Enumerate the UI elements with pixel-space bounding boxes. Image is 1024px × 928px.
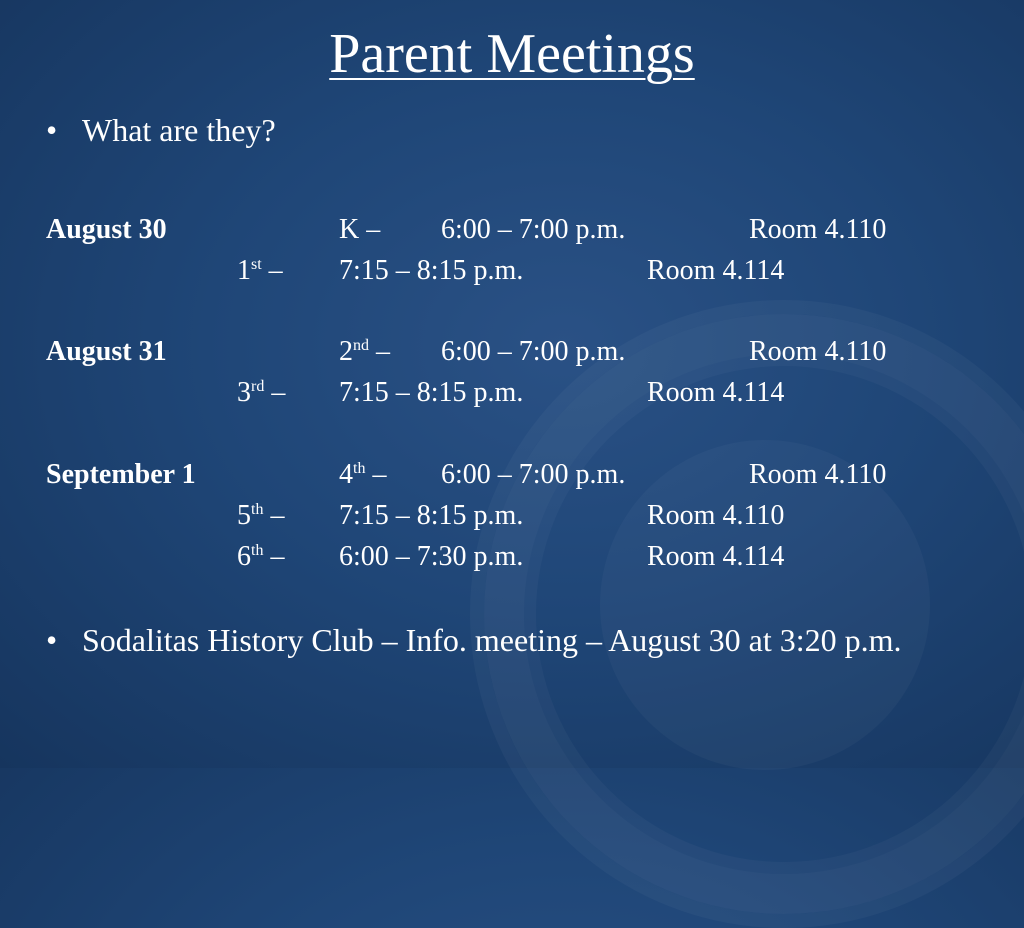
grade-number: 5	[237, 500, 251, 531]
grade-dash: –	[270, 500, 285, 531]
grade-dash: –	[271, 377, 286, 408]
grade-dash: –	[376, 336, 390, 367]
meeting-time: 6:00 – 7:00 p.m.	[441, 459, 626, 490]
grade-dash: –	[372, 459, 387, 490]
schedule-row	[0, 456, 1024, 494]
bullet-text: What are they?	[82, 112, 276, 148]
meeting-time: 7:15 – 8:15 p.m.	[339, 500, 524, 531]
grade-label	[237, 538, 284, 576]
grade-label	[237, 252, 283, 290]
bullet-icon: •	[46, 622, 58, 658]
grade-ordinal-suffix: th	[353, 460, 366, 477]
meeting-date: September 1	[46, 459, 196, 490]
meeting-date: August 31	[46, 336, 167, 367]
schedule-row	[0, 211, 1024, 249]
grade-ordinal-suffix: nd	[353, 337, 369, 354]
schedule-row	[0, 252, 1024, 290]
meeting-room: Room 4.114	[647, 377, 785, 408]
schedule-row	[0, 333, 1024, 371]
grade-ordinal-suffix: th	[251, 501, 264, 518]
grade-dash: –	[366, 214, 381, 245]
schedule-row	[0, 497, 1024, 535]
grade-number: K	[339, 214, 360, 245]
meeting-date: August 30	[46, 214, 167, 245]
bullet-history-club	[46, 620, 902, 660]
meeting-room: Room 4.110	[647, 500, 785, 531]
grade-number: 3	[237, 377, 251, 408]
schedule-row	[0, 538, 1024, 576]
bullet-icon: •	[46, 112, 58, 148]
meeting-time: 7:15 – 8:15 p.m.	[339, 255, 524, 286]
meeting-room: Room 4.110	[749, 214, 887, 245]
grade-label	[237, 374, 285, 412]
grade-number: 1	[237, 255, 251, 286]
grade-ordinal-suffix: st	[251, 256, 262, 273]
grade-label	[339, 211, 380, 249]
grade-label	[237, 497, 284, 535]
grade-ordinal-suffix: rd	[251, 378, 265, 395]
grade-number: 2	[339, 336, 353, 367]
grade-label	[339, 333, 390, 371]
meeting-room: Room 4.114	[647, 255, 785, 286]
meeting-room: Room 4.110	[749, 336, 887, 367]
meeting-time: 6:00 – 7:00 p.m.	[441, 336, 626, 367]
meeting-room: Room 4.110	[749, 459, 887, 490]
meeting-room: Room 4.114	[647, 541, 785, 572]
bullet-text: Sodalitas History Club – Info. meeting – August 30 at 3:20 p.m.	[82, 622, 902, 658]
grade-number: 6	[237, 541, 251, 572]
slide-title: Parent Meetings	[329, 23, 695, 85]
grade-dash: –	[268, 255, 283, 286]
schedule-row	[0, 374, 1024, 412]
meeting-time: 6:00 – 7:30 p.m.	[339, 541, 524, 572]
meeting-time: 7:15 – 8:15 p.m.	[339, 377, 524, 408]
grade-dash: –	[270, 541, 285, 572]
grade-number: 4	[339, 459, 353, 490]
meeting-time: 6:00 – 7:00 p.m.	[441, 214, 626, 245]
bullet-what-are-they	[46, 110, 276, 150]
grade-ordinal-suffix: th	[251, 542, 264, 559]
grade-label	[339, 456, 386, 494]
